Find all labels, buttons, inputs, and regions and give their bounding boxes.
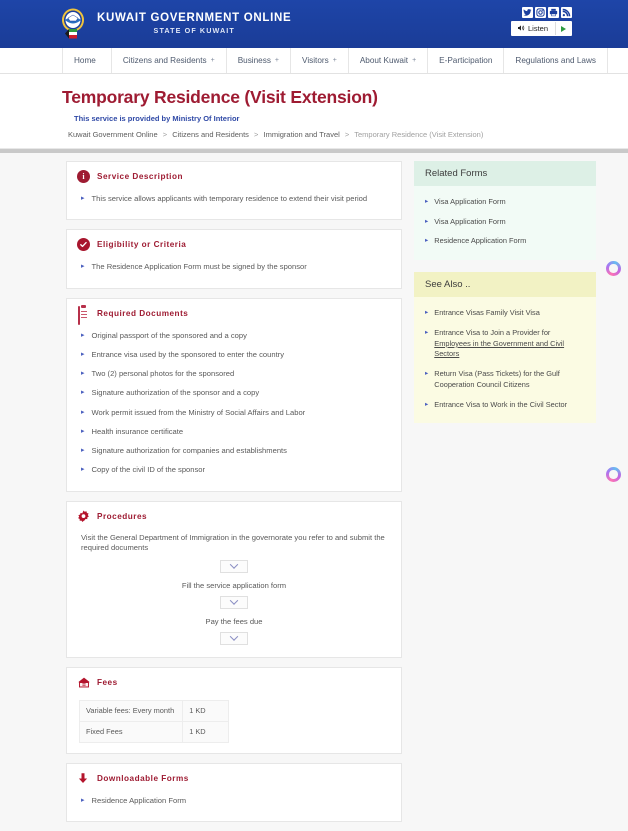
clipboard-icon [77,307,90,320]
gradient-circle-icon[interactable] [606,261,621,276]
play-icon[interactable] [555,22,571,35]
procedure-connector [79,632,389,645]
list-item-text: Entrance visa used by the sponsored to enter the country [91,349,285,359]
breadcrumb-item-current: Temporary Residence (Visit Extension) [354,130,484,139]
list-item-text: This service allows applicants with temporary residence to extend their visit period [91,194,368,203]
breadcrumb-item-1[interactable]: Citizens and Residents [172,130,249,139]
list-item-text: Two (2) personal photos for the sponsored [91,369,235,378]
table-row [80,721,229,742]
sidebar-link-label: Visa Application Form [434,216,506,226]
list-item [79,365,389,384]
nav-label: E-Participation [439,56,493,65]
nav-caret: + [332,57,337,64]
rss-icon[interactable] [561,7,572,18]
sidebar-link-underlined-text[interactable]: Employees in the Government and Civil Sectors [434,338,565,359]
breadcrumb-separator: > [254,130,259,139]
nav-label: About Kuwait [359,56,409,65]
fees-table [79,700,229,743]
fees-icon [77,676,90,689]
listen-label: Listen [527,24,548,33]
list-item-text: Health insurance certificate [91,426,184,436]
procedure-step-text: Pay the fees due [205,616,263,626]
speaker-icon [517,24,525,34]
social-links [522,7,572,18]
card-fees [66,667,402,754]
sidebar-link-label: Return Visa (Pass Tickets) for the Gulf Cooperation Council Citizens [434,369,560,389]
listen-button[interactable] [512,22,555,35]
chevron-down-icon[interactable] [220,632,248,645]
bullet-icon: ▸ [81,195,85,202]
twitter-icon[interactable] [522,7,533,18]
procedure-connector [79,596,389,609]
nav-caret: + [274,57,280,64]
bullet-icon: ▸ [425,237,429,245]
list-item [79,258,389,277]
bullet-icon: ▸ [425,370,429,378]
list-item [79,190,389,209]
chevron-down-icon[interactable] [220,560,248,573]
bullet-icon: ▸ [425,400,429,408]
sidebar [414,161,596,435]
breadcrumb-item-2[interactable]: Immigration and Travel [263,130,340,139]
download-icon [77,772,90,785]
site-brand[interactable] [58,8,291,40]
card-header [67,764,401,792]
card-body [67,530,401,657]
nav-caret: + [210,57,215,64]
card-required-documents [66,298,402,492]
card-downloadable-forms [66,763,402,822]
nav-item-visitors[interactable] [291,48,349,73]
list-item-text: Signature authorization of the sponsor and a copy [91,388,260,398]
brand-title: KUWAIT GOVERNMENT ONLINE [97,12,292,25]
card-body [67,190,401,219]
card-header [67,230,401,258]
nav-label: Visitors [302,56,329,65]
procedure-step-text: Fill the service application form [181,580,287,590]
bullet-icon: ▸ [81,263,85,271]
bullet-icon: ▸ [425,309,429,317]
header-utilities [511,7,572,36]
bullet-icon: ▸ [425,198,429,205]
sidebar-link-family-visit-visa[interactable] [425,304,588,324]
fee-label: Fixed Fees [80,721,183,742]
table-row [80,700,229,721]
fee-label: Variable fees: Every month [80,700,183,721]
panel-title: Related Forms [414,161,596,186]
nav-caret: + [412,57,417,64]
fee-value: 1 KD [183,721,228,742]
card-header [67,299,401,327]
panel-related-forms [414,161,596,260]
kuwait-emblem-icon [58,8,88,40]
card-procedures [66,501,402,658]
sidebar-link-return-visa-gcc[interactable] [425,365,588,395]
nav-label: Citizens and Residents [122,56,207,65]
content-area [0,153,628,831]
breadcrumb-item-0[interactable]: Kuwait Government Online [68,130,158,139]
list-item-text: Residence Application Form [91,795,187,805]
main-navigation [0,48,628,74]
print-icon[interactable] [548,7,559,18]
list-item-text: Work permit issued from the Ministry of Social Affairs and Labor [91,407,306,417]
procedure-connector [79,560,389,573]
nav-item-home[interactable] [62,48,112,73]
list-item-text: The Residence Application Form must be signed by the sponsor [91,262,307,272]
panel-see-also [414,272,596,423]
page-title: Temporary Residence (Visit Extension) [62,87,378,107]
card-title: Service Description [97,172,183,181]
bullet-icon: ▸ [81,331,85,339]
site-header [0,0,628,48]
bullet-icon: ▸ [81,447,85,454]
sidebar-link-label [434,328,588,360]
list-item [79,327,389,346]
instagram-icon[interactable] [535,7,546,18]
nav-item-business[interactable] [227,48,291,73]
card-header [67,668,401,696]
nav-item-regulations-and-laws[interactable] [504,48,608,73]
nav-item-about-kuwait[interactable] [349,48,428,73]
sidebar-link-visa-application-form-2[interactable] [425,213,588,233]
card-title: Eligibility or Criteria [97,240,187,250]
sidebar-link-label: Entrance Visas Family Visit Visa [434,308,540,318]
card-title: Fees [97,677,118,687]
sidebar-link-residence-application-form[interactable] [425,232,588,252]
card-title: Procedures [97,511,148,521]
list-item [79,384,389,403]
list-item [79,442,389,461]
sidebar-link-join-a-provider[interactable] [425,324,588,365]
panel-title: See Also .. [414,272,596,297]
bullet-icon: ▸ [81,796,85,804]
card-title: Required Documents [97,308,189,318]
list-item [79,461,389,480]
sidebar-link-text: Entrance Visa to Join a Provider for [434,327,551,337]
bullet-icon: ▸ [81,370,85,377]
list-item [79,404,389,423]
card-service-description [66,161,402,220]
card-title: Downloadable Forms [97,773,189,783]
page-header [0,74,628,139]
list-item-text: Copy of the civil ID of the sponsor [91,465,206,475]
nav-label: Business [237,56,271,65]
gear-icon [77,510,90,523]
list-item [79,423,389,442]
bullet-icon: ▸ [425,217,429,225]
list-item-text: Original passport of the sponsored and a copy [91,330,247,340]
gradient-circle-icon[interactable] [606,467,621,482]
nav-item-e-participation[interactable] [428,48,504,73]
card-eligibility [66,229,402,288]
nav-item-citizens-and-residents[interactable] [112,48,227,73]
main-column [66,161,402,831]
card-body [67,792,401,821]
sidebar-link-label: Visa Application Form [434,197,506,206]
bullet-icon: ▸ [425,328,429,336]
sidebar-link-work-in-civil-sector[interactable] [425,396,588,416]
sidebar-link-label: Entrance Visa to Work in the Civil Sector [434,399,568,409]
list-item[interactable] [79,792,389,811]
bullet-icon: ▸ [81,466,85,474]
nav-label: Home [74,56,96,65]
bullet-icon: ▸ [81,350,85,358]
procedure-step-text: Visit the General Department of Immigration in the governorate you refer to and submit the required documents [81,532,385,553]
chevron-down-icon[interactable] [220,596,248,609]
breadcrumb-separator: > [162,130,168,139]
bullet-icon: ▸ [81,427,85,435]
bullet-icon: ▸ [81,389,85,397]
listen-control[interactable] [511,21,572,36]
card-header [67,502,401,530]
check-circle-icon [77,238,90,251]
provided-by-note: This service is provided by Ministry Of Interior [74,114,240,123]
info-icon: i [77,170,90,183]
card-body [67,327,401,491]
list-item-text: Signature authorization for companies and establishments [91,446,287,455]
brand-subtitle: STATE OF KUWAIT [153,26,235,36]
nav-label: Regulations and Laws [515,56,596,65]
fee-value: 1 KD [183,700,228,721]
panel-body [414,297,596,423]
sidebar-link-label: Residence Application Form [434,236,527,246]
breadcrumb [68,130,628,139]
card-body [67,258,401,287]
bullet-icon: ▸ [81,408,85,416]
breadcrumb-separator: > [344,130,350,139]
card-body [67,700,401,753]
card-header [67,162,401,190]
sidebar-link-visa-application-form-1[interactable] [425,193,588,213]
list-item [79,346,389,365]
panel-body [414,186,596,260]
